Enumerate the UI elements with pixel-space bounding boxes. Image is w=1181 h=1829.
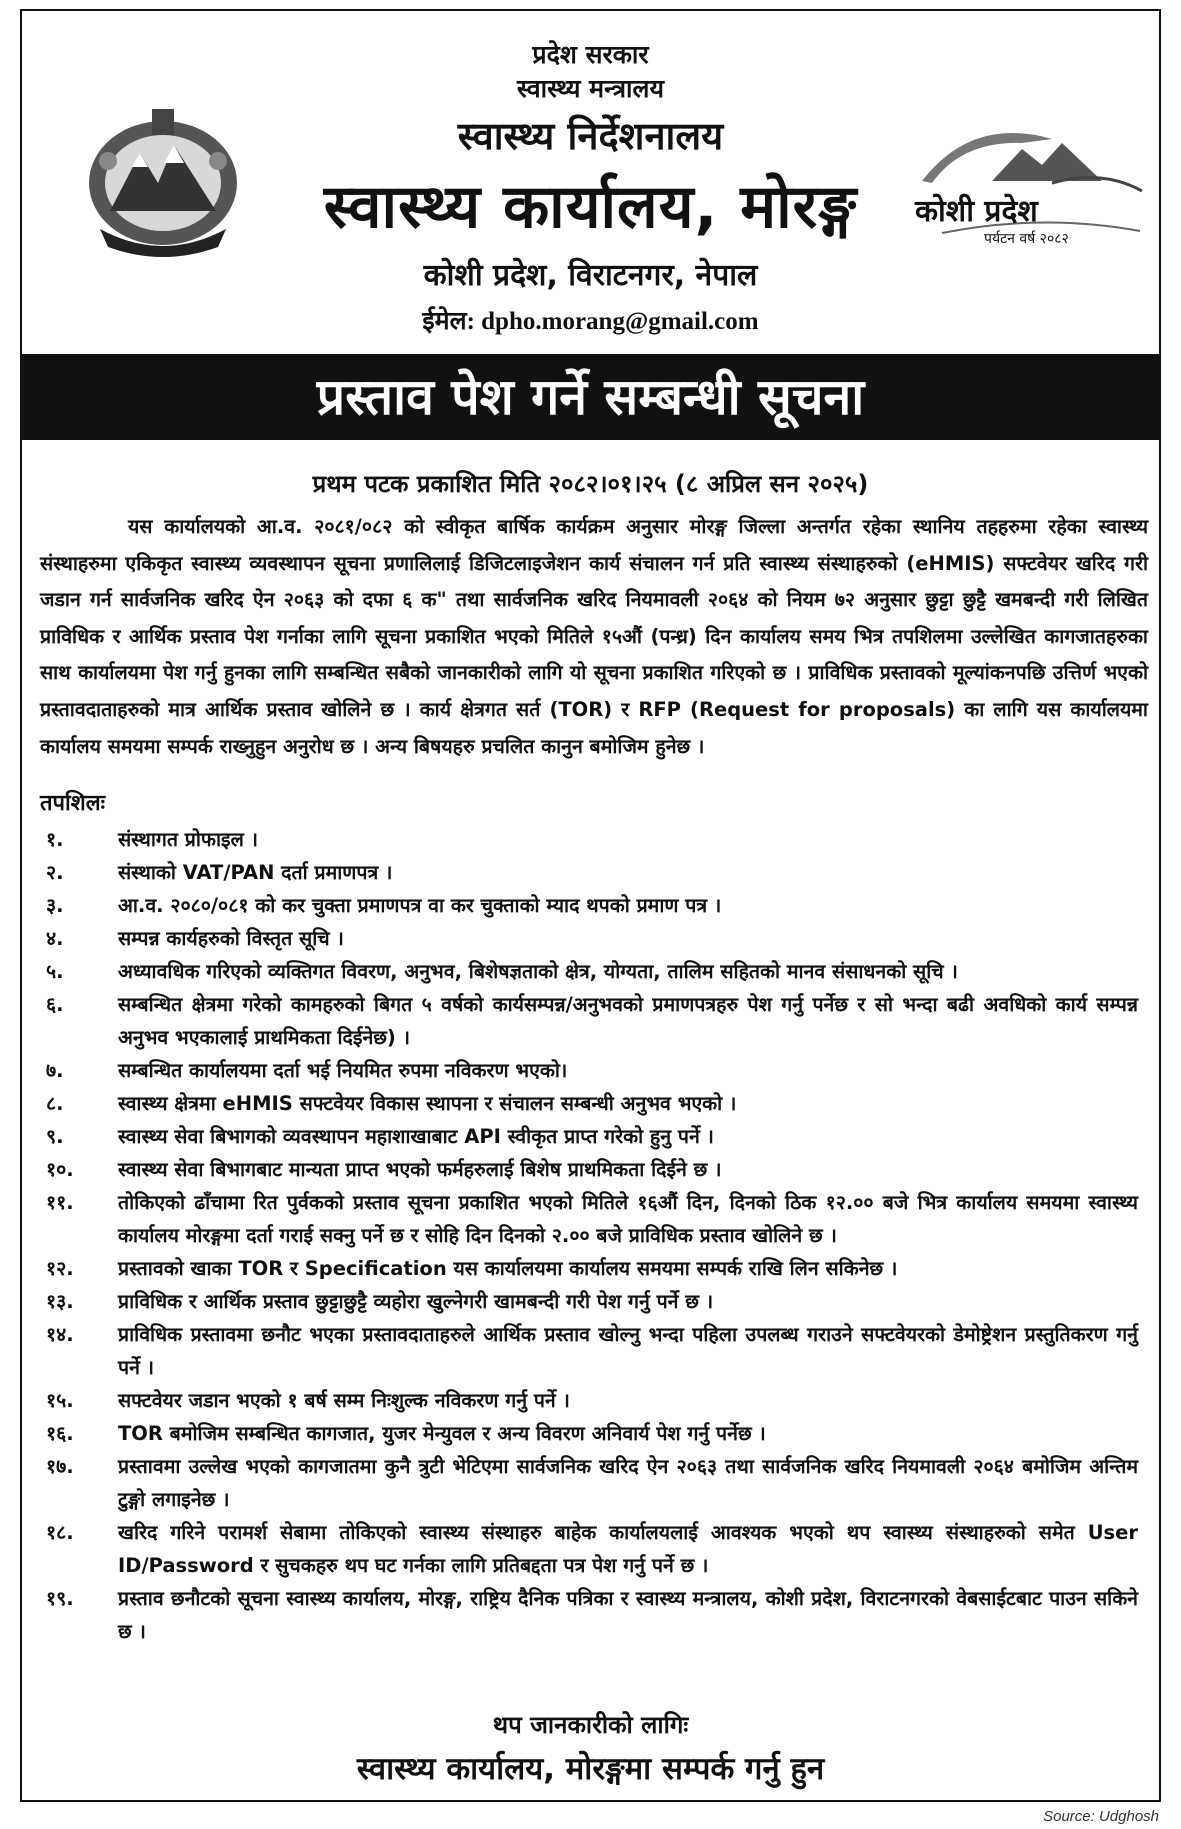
schedule-item [22,1516,1159,1582]
item-text: सम्बन्धित क्षेत्रमा गरेको कामहरुको बिगत ५ वर्षको कार्यसम्पन्न/अनुभवको प्रमाणपत्रहरु पेश गर्नु पर्नेछ र सो भन्दा बढी अवधिको कार्य सम्पन्न अनुभव भएकालाई प्राथमिकता दिईनेछ) । [118,993,1138,1049]
item-number: १५. [46,1389,74,1412]
item-text: TOR बमोजिम सम्बन्धित कागजात, युजर मेन्युवल र अन्य विवरण अनिवार्य पेश गर्नु पर्नेछ । [118,1422,766,1445]
item-text: स्वास्थ्य सेवा बिभागको व्यवस्थापन महाशाखाबाट API स्वीकृत प्राप्त गरेको हुनु पर्ने । [118,1125,714,1148]
directorate-name: स्वास्थ्य निर्देशनालय [457,114,724,158]
office-email-line [22,303,1159,337]
schedule-item [22,1582,1159,1648]
item-number: ५. [46,960,64,983]
item-text: संस्थाको VAT/PAN दर्ता प्रमाणपत्र । [118,861,393,884]
item-text: प्रस्तावमा उल्लेख भएको कागजातमा कुनै त्रुटी भेटिएमा सार्वजनिक खरिद ऐन २०६३ तथा सार्वजनिक खरिद नियमावली २०६४ बमोजिम अन्तिम टुङ्गो लगाइनेछ । [118,1455,1138,1511]
item-number: १३. [46,1290,74,1313]
ministry-name: स्वास्थ्य मन्त्रालय [517,74,664,103]
source-credit: Source: Udghosh [1043,1808,1159,1825]
item-text: प्रस्तावको खाका TOR र Specification यस कार्यालयमा कार्यालय समयमा सम्पर्क राखि लिन सकिनेछ । [118,1257,898,1280]
schedule-item [22,1186,1159,1252]
item-number: ७. [46,1059,64,1082]
item-number: १०. [46,1158,74,1181]
item-number: २. [46,861,64,884]
schedule-item [22,1120,1159,1153]
schedule-item [22,922,1159,955]
schedule-item [22,1285,1159,1318]
office-address: कोशी प्रदेश, विराटनगर, नेपाल [423,258,758,293]
item-text: प्राविधिक प्रस्तावमा छनौट भएका प्रस्तावदाताहरुले आर्थिक प्रस्ताव खोल्नु भन्दा पहिला उपलब्ध गराउने सफ्टवेयरको डेमोष्ट्रेशन प्रस्तुतिकरण गर्नु पर्ने । [118,1323,1138,1379]
item-text: स्वास्थ्य सेवा बिभागबाट मान्यता प्राप्त भएको फर्महरुलाई बिशेष प्राथमिकता दिईने छ । [118,1158,722,1181]
schedule-item [22,1450,1159,1516]
item-text: सम्बन्धित कार्यालयमा दर्ता भई नियमित रुपमा नविकरण भएको। [118,1059,568,1082]
item-text: अध्यावधिक गरिएको व्यक्तिगत विवरण, अनुभव, बिशेषज्ञताको क्षेत्र, योग्यता, तालिम सहितको मानव संसाधनको सूचि । [118,960,958,983]
item-text: आ.व. २०८०/०८१ को कर चुक्ता प्रमाणपत्र वा कर चुक्ताको म्याद थपको प्रमाण पत्र । [118,894,722,917]
item-number: ८. [46,1092,64,1115]
more-info-heading: थप जानकारीको लागिः [492,1711,689,1739]
item-text: सम्पन्न कार्यहरुको विस्तृत सूचि । [118,927,344,950]
schedule-item [22,1318,1159,1384]
item-number: १८. [46,1521,74,1544]
office-name: स्वास्थ्य कार्यालय, मोरङ्ग [323,172,858,242]
item-text: प्राविधिक र आर्थिक प्रस्ताव छुट्टाछुट्टै व्यहोरा खुल्नेगरी खामबन्दी गरी पेश गर्नु पर्ने छ । [118,1290,714,1313]
item-number: ४. [46,927,64,950]
publication-date: प्रथम पटक प्रकाशित मिति २०८२।०१।२५ (८ अप्रिल सन २०२५) [312,470,869,498]
contact-line: स्वास्थ्य कार्यालय, मोरङ्गमा सम्पर्क गर्नु हुन [356,1751,825,1787]
notice-title: प्रस्ताव पेश गर्ने सम्बन्धी सूचना [22,354,1159,440]
schedule-item [22,1153,1159,1186]
item-number: १९. [46,1587,74,1610]
schedule-item [22,1252,1159,1285]
item-text: तोकिएको ढाँचामा रित पुर्वकको प्रस्ताव सूचना प्रकाशित भएको मितिले १६औं दिन, दिनको ठिक १२.०० बजे भित्र कार्यालय समयमा स्वास्थ्य कार्यालय मोरङ्गमा दर्ता गराई सक्नु पर्ने छ र सोहि दिन दिनको २.०० बजे प्राविधिक प्रस्ताव खोलिने छ । [118,1191,1138,1247]
item-text: सफ्टवेयर जडान भएको १ बर्ष सम्म निःशुल्क नविकरण गर्नु पर्ने । [118,1389,570,1412]
schedule-item [22,889,1159,922]
schedule-item [22,1384,1159,1417]
schedule-item [22,988,1159,1054]
item-text: खरिद गरिने परामर्श सेबामा तोकिएको स्वास्थ्य संस्थाहरु बाहेक कार्यालयलाई आवश्यक भएको थप स्वास्थ्य संस्थाहरुको समेत User ID/Password र सुचकहरु थप घट गर्नका लागि प्रतिबद्दता पत्र पेश गर्नु पर्ने छ । [118,1521,1138,1577]
item-number: ६. [46,993,64,1016]
email-address: dpho.morang@gmail.com [481,308,759,335]
schedule-item [22,955,1159,988]
letterhead [22,11,1159,346]
government-name: प्रदेश सरकार [532,40,649,69]
schedule-item [22,1417,1159,1450]
schedule-list [22,823,1159,1648]
item-number: १२. [46,1257,74,1280]
item-number: १. [46,828,64,851]
notice-document [20,9,1161,1802]
item-number: ११. [46,1191,74,1214]
email-label: ईमेल: [422,308,475,335]
item-number: ३. [46,894,64,917]
item-number: १४. [46,1323,74,1346]
item-text: स्वास्थ्य क्षेत्रमा eHMIS सफ्टवेयर विकास स्थापना र संचालन सम्बन्धी अनुभव भएको । [118,1092,737,1115]
item-number: १६. [46,1422,74,1445]
item-number: १७. [46,1455,74,1478]
schedule-item [22,1054,1159,1087]
schedule-heading: तपशिलः [40,791,106,816]
schedule-item [22,823,1159,856]
item-text: संस्थागत प्रोफाइल । [118,828,258,851]
item-number: ९. [46,1125,64,1148]
schedule-item [22,856,1159,889]
notice-body-paragraph: यस कार्यालयको आ.व. २०८१/०८२ को स्वीकृत बार्षिक कार्यक्रम अनुसार मोरङ्ग जिल्ला अन्तर्गत रहेका स्थानिय तहहरुमा रहेका स्वास्थ्य संस्थाहरुमा एकिकृत स्वास्थ्य व्यवस्थापन सूचना प्रणालिलाई डिजिटलाइजेशन कार्य संचालन गर्न प्रति स्वास्थ्य संस्थाहरुको (eHMIS) सफ्टवेयर खरिद गरी जडान गर्न सार्वजनिक खरिद ऐन २०६३ को दफा ६ क" तथा सार्वजनिक खरिद नियमावली २०६४ को नियम ७२ अनुसार छुट्टा छुट्टै खमबन्दी गरी लिखित प्राविधिक र आर्थिक प्रस्ताव पेश गर्नाका लागि सूचना प्रकाशित भएको मितिले १५औं (पन्ध्र) दिन कार्यालय समय भित्र तपशिलमा उल्लेखित कागजातहरुका साथ कार्यालयमा पेश गर्नु हुनका लागि सम्बन्धित सबैको जानकारीको लागि यो सूचना प्रकाशित गरिएको छ । प्राविधिक प्रस्तावको मूल्यांकनपछि उत्तिर्ण भएको प्रस्तावदाताहरुको मात्र आर्थिक प्रस्ताव खोलिने छ । कार्य क्षेत्रगत सर्त (TOR) र RFP (Request for proposals) का लागि यस कार्यालयमा कार्यालय समयमा सम्पर्क राख्नुहुन अनुरोध छ । अन्य बिषयहरु प्रचलित कानुन बमोजिम हुनेछ । [40,515,1148,758]
schedule-item [22,1087,1159,1120]
koshi-pradesh-logo-text: कोशी प्रदेश [915,194,1038,229]
item-text: प्रस्ताव छनौटको सूचना स्वास्थ्य कार्यालय, मोरङ्ग, राष्ट्रिय दैनिक पत्रिका र स्वास्थ्य मन्त्रालय, कोशी प्रदेश, विराटनगरको वेबसाईटबाट पाउन सकिने छ । [118,1587,1138,1643]
koshi-tourism-year: पर्यटन वर्ष २०८२ [984,231,1069,247]
